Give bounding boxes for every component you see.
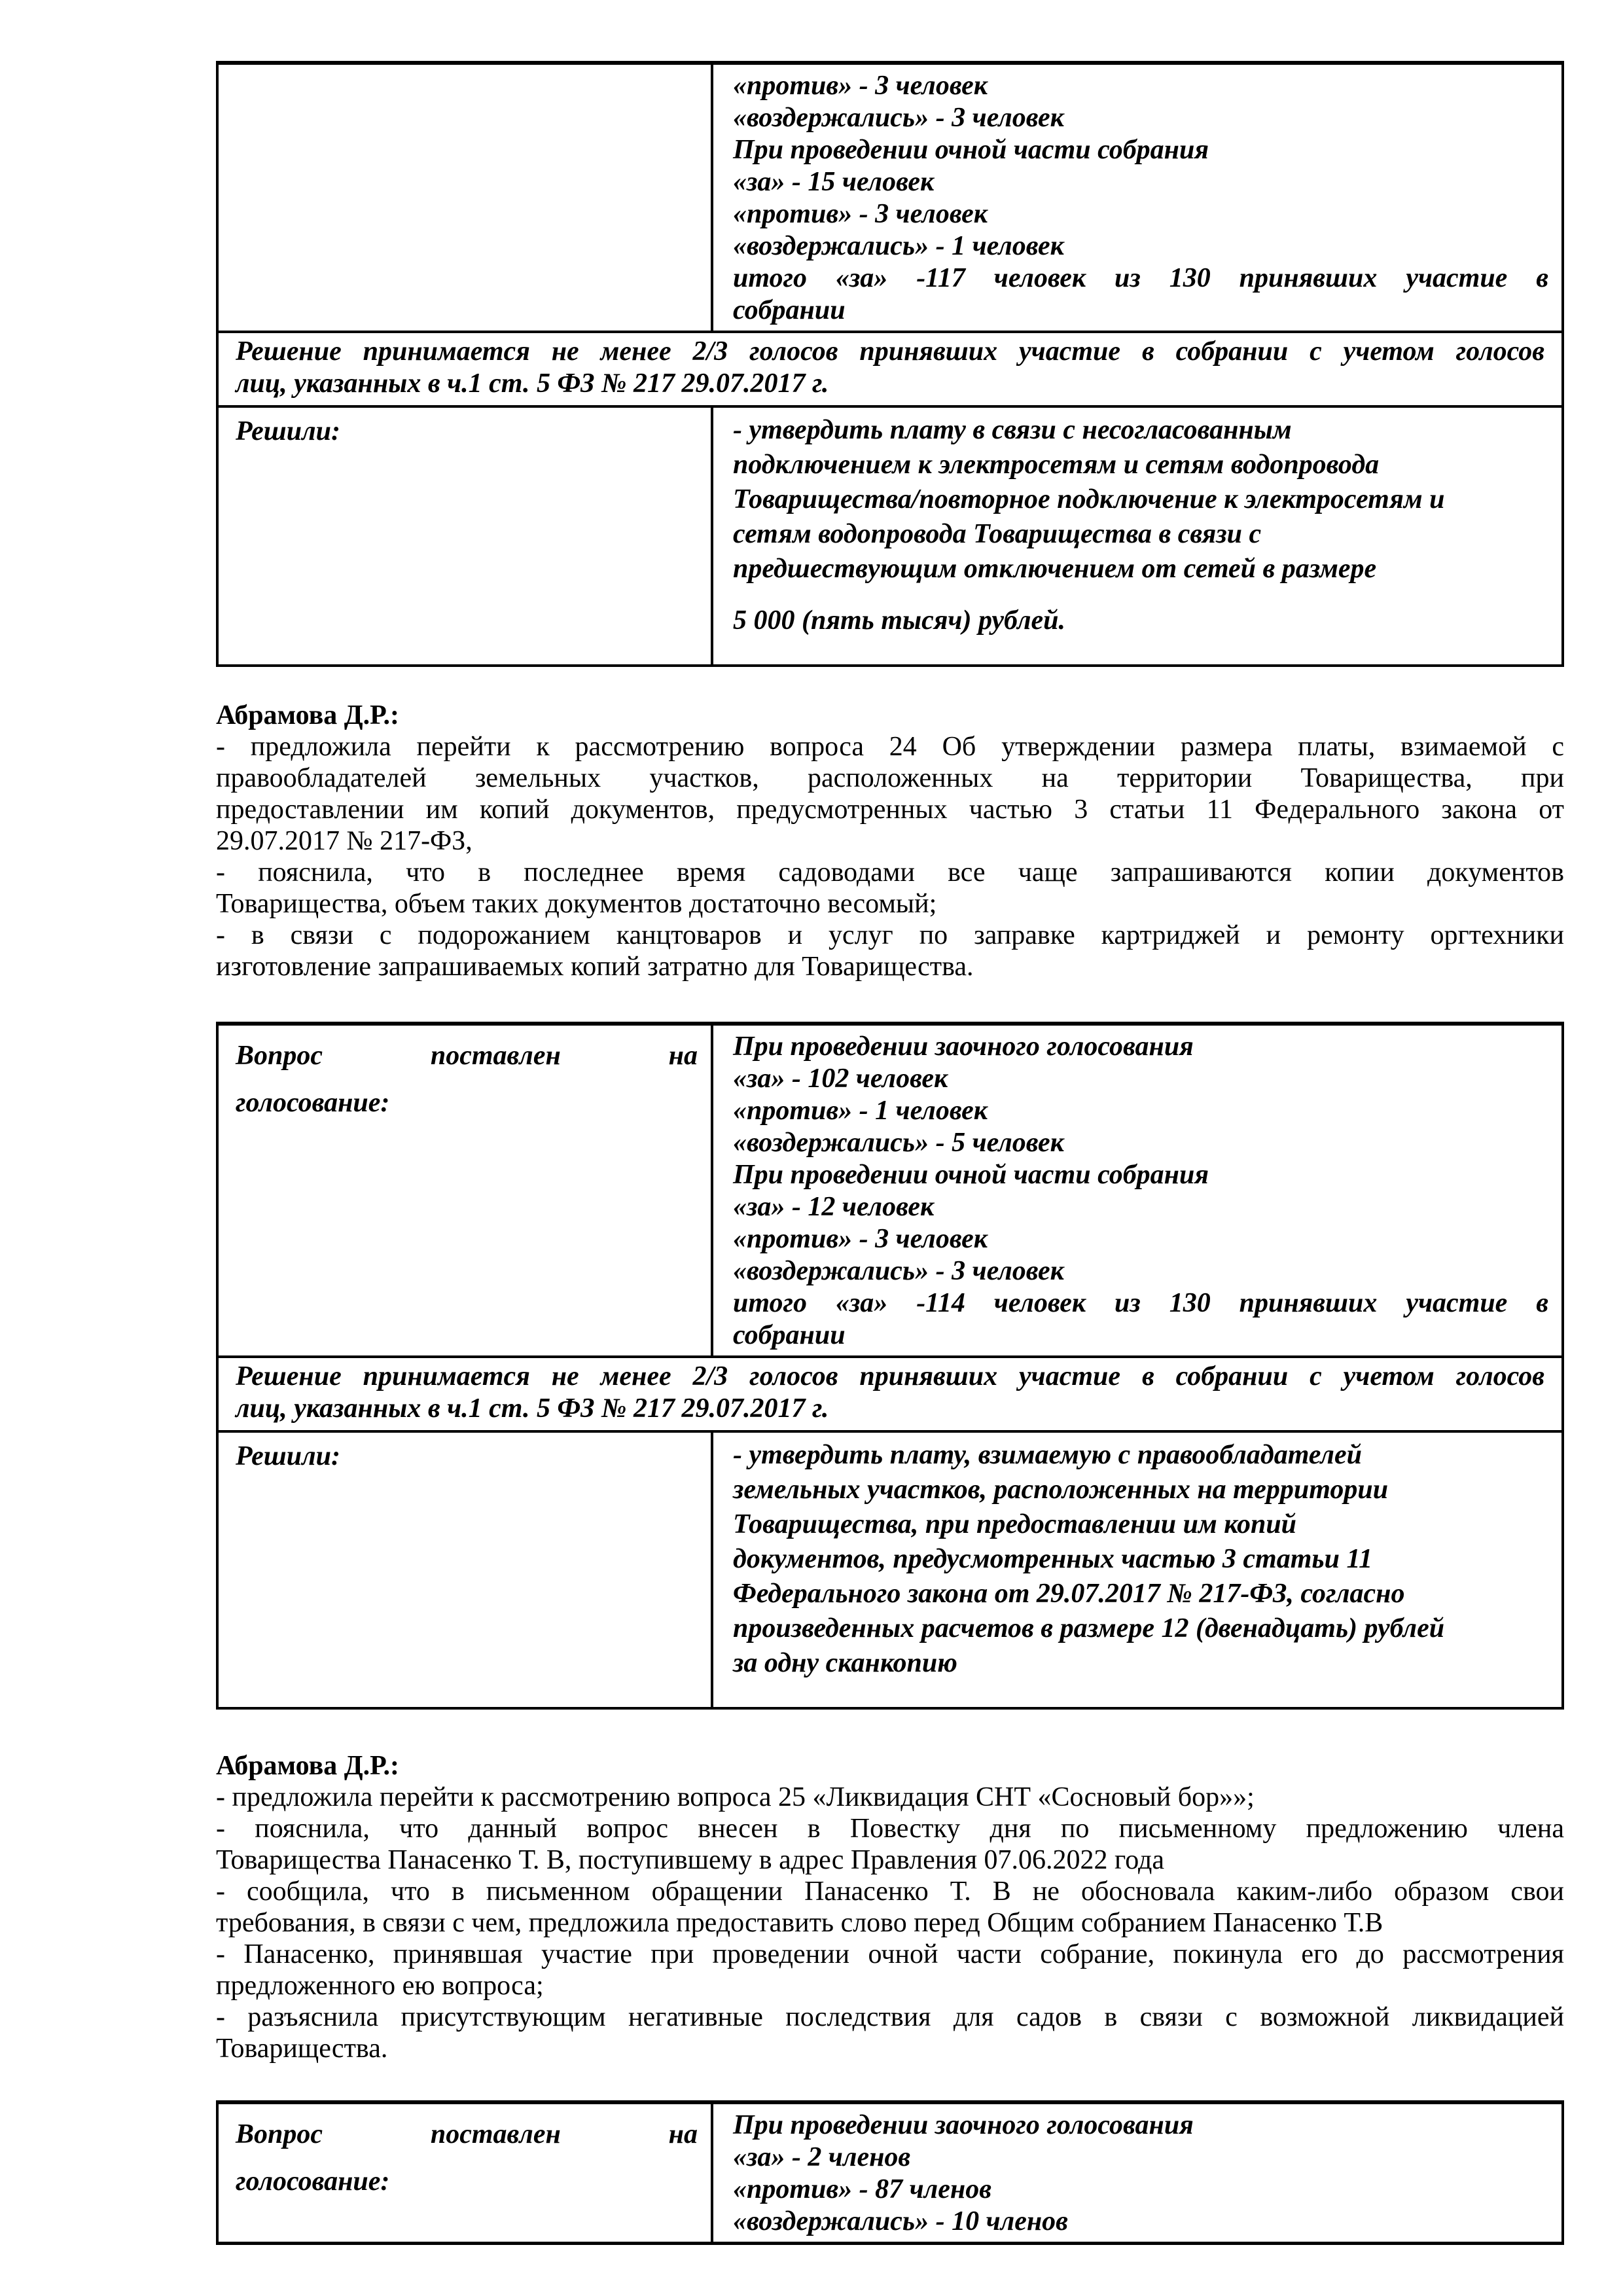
question-label-line2: голосование: — [236, 1088, 390, 1118]
speech-block-2 — [216, 1750, 1564, 2064]
question-cell — [217, 1024, 712, 1357]
resolved-label-cell — [217, 406, 712, 666]
table-question-24 — [216, 1022, 1564, 1710]
vote-line: При проведении заочного голосования — [733, 2110, 1194, 2140]
vote-line: «против» - 1 человек — [733, 1096, 988, 1126]
document-content — [216, 61, 1564, 2245]
speech-line: - в связи с подорожанием канцтоваров и услуг по заправке картриджей и ремонту оргтехники — [216, 920, 1564, 950]
resolution-amount: 5 000 (пять тысяч) рублей. — [733, 605, 1066, 636]
vote-line: «воздержались» - 1 человек — [733, 231, 1064, 261]
vote-total-line: итого «за» -117 человек из 130 принявших участие в — [733, 263, 1548, 293]
vote-line: При проведении очной части собрания — [733, 1160, 1209, 1190]
speech-line: изготовление запрашиваемых копий затратно для Товарищества. — [216, 952, 974, 982]
question-label-line1: Вопрос поставлен на — [236, 1041, 698, 1071]
resolution-line: документов, предусмотренных частью 3 статьи 11 — [733, 1544, 1373, 1574]
resolution-line: сетям водопровода Товарищества в связи с — [733, 519, 1262, 549]
vote-line: «против» - 3 человек — [733, 199, 988, 229]
vote-line: «воздержались» - 5 человек — [733, 1128, 1064, 1158]
speech-line: 29.07.2017 № 217-ФЗ, — [216, 826, 473, 856]
table-question-25 — [216, 2100, 1564, 2245]
speaker-name: Абрамова Д.Р.: — [216, 1751, 400, 1781]
resolution-cell — [712, 406, 1563, 666]
speech-line: Товарищества Панасенко Т. В, поступившему в адрес Правления 07.06.2022 года — [216, 1845, 1165, 1875]
speech-line: - разъяснила присутствующим негативные последствия для садов в связи с возможной ликвидацией — [216, 2002, 1564, 2032]
speech-line: - предложила перейти к рассмотрению вопроса 25 «Ликвидация СНТ «Сосновый бор»»; — [216, 1782, 1255, 1812]
vote-line: «воздержались» - 3 человек — [733, 1256, 1064, 1286]
speech-line: предоставлении им копий документов, предусмотренных частью 3 статьи 11 Федерального закона от — [216, 795, 1564, 825]
resolution-line: - утвердить плату в связи с несогласованным — [733, 415, 1292, 445]
vote-line: «против» - 3 человек — [733, 71, 988, 101]
speech-line: - Панасенко, принявшая участие при проведении очной части собрание, покинула его до рассмотрения — [216, 1939, 1564, 1969]
table-row — [217, 1024, 1563, 1357]
table-row — [217, 406, 1563, 666]
votes-cell — [712, 63, 1563, 332]
table-row — [217, 1357, 1563, 1431]
resolution-line: подключением к электросетям и сетям водопровода — [733, 450, 1380, 480]
speech-line: - сообщила, что в письменном обращении Панасенко Т. В не обосновала каким-либо образом свои — [216, 1876, 1564, 1907]
vote-line: «за» - 12 человек — [733, 1192, 935, 1222]
speech-line: правообладателей земельных участков, расположенных на территории Товарищества, при — [216, 763, 1564, 793]
question-label-line1: Вопрос поставлен на — [236, 2119, 698, 2149]
quorum-rule-cell — [217, 332, 1563, 406]
vote-line: «за» - 2 членов — [733, 2142, 911, 2172]
resolved-label-cell — [217, 1431, 712, 1708]
speech-line: Товарищества. — [216, 2034, 388, 2064]
resolution-line: Федерального закона от 29.07.2017 № 217-ФЗ, согласно — [733, 1579, 1405, 1609]
resolved-label: Решили: — [236, 1441, 341, 1471]
quorum-rule-line: Решение принимается не менее 2/3 голосов принявших участие в собрании с учетом голосов — [236, 336, 1544, 367]
table-row — [217, 332, 1563, 406]
table-row — [217, 1431, 1563, 1708]
vote-total-line: итого «за» -114 человек из 130 принявших участие в — [733, 1288, 1548, 1318]
resolution-line: земельных участков, расположенных на территории — [733, 1475, 1389, 1505]
question-cell-empty — [217, 63, 712, 332]
speech-line: предложенного ею вопроса; — [216, 1971, 544, 2001]
votes-cell — [712, 1024, 1563, 1357]
speech-line: - предложила перейти к рассмотрению вопроса 24 Об утверждении размера платы, взимаемой с — [216, 732, 1564, 762]
speech-line: - пояснила, что в последнее время садоводами все чаще запрашиваются копии документов — [216, 857, 1564, 888]
vote-line: «воздержались» - 10 членов — [733, 2206, 1068, 2236]
quorum-rule-cell — [217, 1357, 1563, 1431]
resolution-line: произведенных расчетов в размере 12 (двенадцать) рублей — [733, 1613, 1445, 1643]
table-row — [217, 2102, 1563, 2244]
resolution-line: - утвердить плату, взимаемую с правообладателей — [733, 1440, 1362, 1470]
resolution-line: предшествующим отключением от сетей в размере — [733, 554, 1377, 584]
table-question-23-continued — [216, 61, 1564, 667]
resolution-cell — [712, 1431, 1563, 1708]
resolution-line: Товарищества, при предоставлении им копий — [733, 1509, 1297, 1539]
speech-block-1 — [216, 700, 1564, 982]
question-cell — [217, 2102, 712, 2244]
vote-line: «воздержались» - 3 человек — [733, 103, 1064, 133]
resolution-line: за одну сканкопию — [733, 1648, 957, 1678]
table-row — [217, 63, 1563, 332]
vote-line: При проведении очной части собрания — [733, 135, 1209, 165]
vote-line: «против» - 87 членов — [733, 2174, 991, 2204]
speech-line: - пояснила, что данный вопрос внесен в Повестку дня по письменному предложению члена — [216, 1814, 1564, 1844]
resolution-line: Товарищества/повторное подключение к электросетям и — [733, 484, 1445, 514]
vote-line: «за» - 102 человек — [733, 1064, 948, 1094]
votes-cell — [712, 2102, 1563, 2244]
vote-total-tail: собрании — [733, 295, 846, 325]
speech-line: Товарищества, объем таких документов достаточно весомый; — [216, 889, 937, 919]
vote-line: «против» - 3 человек — [733, 1224, 988, 1254]
speaker-name: Абрамова Д.Р.: — [216, 700, 400, 730]
quorum-rule-line: Решение принимается не менее 2/3 голосов принявших участие в собрании с учетом голосов — [236, 1361, 1544, 1391]
quorum-rule-tail: лиц, указанных в ч.1 ст. 5 ФЗ № 217 29.07.2017 г. — [236, 368, 829, 399]
resolved-label: Решили: — [236, 416, 341, 446]
speech-line: требования, в связи с чем, предложила предоставить слово перед Общим собранием Панасенко Т.В — [216, 1908, 1383, 1938]
quorum-rule-tail: лиц, указанных в ч.1 ст. 5 ФЗ № 217 29.07.2017 г. — [236, 1393, 829, 1424]
vote-line: При проведении заочного голосования — [733, 1031, 1194, 1062]
vote-line: «за» - 15 человек — [733, 167, 935, 197]
vote-total-tail: собрании — [733, 1320, 846, 1350]
question-label-line2: голосование: — [236, 2166, 390, 2197]
